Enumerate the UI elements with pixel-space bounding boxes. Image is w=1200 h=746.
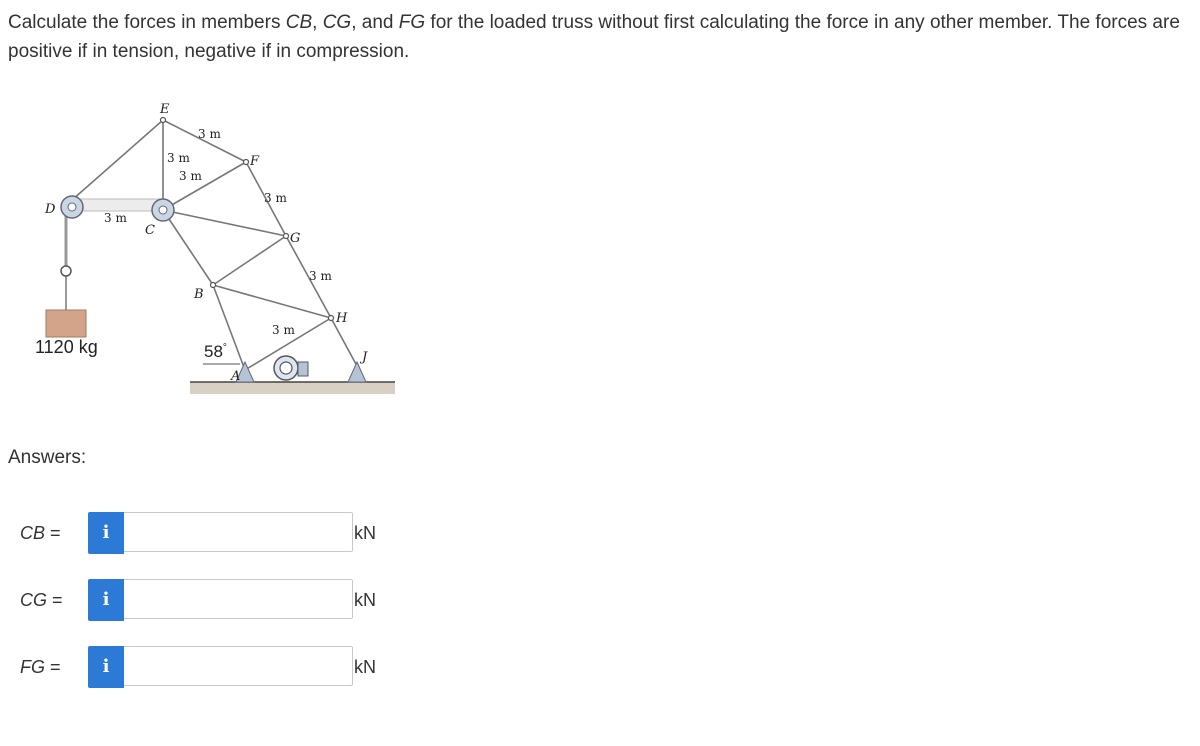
- answer-label-fg: [20, 657, 61, 678]
- dim-lower: 3 m: [272, 323, 295, 337]
- pulley-c-hub: [159, 206, 167, 214]
- joint-h: [329, 316, 334, 321]
- answer-input-cb[interactable]: [124, 512, 353, 552]
- answer-row-cg: [0, 579, 420, 623]
- dim-top: 3 m: [198, 127, 221, 141]
- member-cb: [163, 210, 213, 285]
- label-e: E: [160, 102, 170, 117]
- member-cg: [163, 210, 286, 236]
- member-fg: FG: [398, 12, 426, 33]
- answer-label-cb: [20, 523, 61, 544]
- member-bg: [213, 236, 286, 285]
- answer-row-fg: [0, 646, 420, 690]
- label-d: D: [45, 202, 56, 217]
- truss-figure: [0, 0, 400, 420]
- label-g: G: [290, 231, 301, 246]
- joint-e: [161, 118, 166, 123]
- angle-value: 58: [204, 342, 223, 361]
- member-cf: [163, 162, 246, 210]
- dim-e-left: 3 m: [167, 151, 190, 165]
- angle-label: [204, 342, 227, 362]
- dim-d-c: 3 m: [104, 211, 127, 225]
- mass-label: 1120 kg: [35, 337, 98, 357]
- angle-unit: °: [222, 342, 227, 354]
- joint-f: [244, 160, 249, 165]
- answer-input-cg[interactable]: [124, 579, 353, 619]
- answer-input-fg[interactable]: [124, 646, 353, 686]
- question-part: ,: [312, 12, 323, 33]
- label-f: F: [250, 154, 260, 169]
- dim-g-h: 3 m: [309, 269, 332, 283]
- info-button-fg[interactable]: i: [88, 646, 124, 688]
- label-equals: =: [47, 590, 63, 610]
- member-cg: CG: [322, 12, 352, 33]
- member-bh: [213, 285, 331, 318]
- question-part: for the loaded truss without first calculating the force in any other member. The forces are positive if in tension, negative if in compression.: [8, 12, 1180, 62]
- label-equals: =: [45, 657, 61, 677]
- mass-block: [46, 310, 86, 337]
- label-member: CG: [20, 590, 47, 610]
- unit-label-cb: kN: [354, 523, 376, 543]
- info-button-cg[interactable]: i: [88, 579, 124, 621]
- answer-row-cb: [0, 512, 420, 556]
- ground: [190, 382, 395, 394]
- label-b: B: [194, 287, 204, 302]
- question-part: , and: [351, 12, 399, 33]
- answers-heading: Answers:: [8, 447, 87, 468]
- answer-label-cg: [20, 590, 63, 611]
- unit-label-fg: kN: [354, 657, 376, 677]
- drum-motor: [298, 362, 308, 376]
- pin-support-j: [348, 362, 366, 382]
- unit-label-cg: kN: [354, 590, 376, 610]
- dim-f-g: 3 m: [264, 191, 287, 205]
- label-a: A: [231, 369, 241, 384]
- joint-b: [211, 283, 216, 288]
- dim-e-mid: 3 m: [179, 169, 202, 183]
- label-member: CB: [20, 523, 46, 543]
- label-equals: =: [45, 523, 61, 543]
- small-pulley: [61, 266, 71, 276]
- pulley-d-hub: [68, 203, 76, 211]
- cable-band: [70, 199, 165, 211]
- label-j: J: [362, 350, 368, 365]
- member-cb: CB: [285, 12, 313, 33]
- member-de: [72, 120, 163, 200]
- question-part: Calculate the forces in members: [8, 12, 286, 33]
- label-c: C: [145, 223, 155, 238]
- joint-g: [284, 234, 289, 239]
- drum-hub: [280, 362, 292, 374]
- label-h: H: [336, 311, 348, 326]
- info-button-cb[interactable]: i: [88, 512, 124, 554]
- label-member: FG: [20, 657, 45, 677]
